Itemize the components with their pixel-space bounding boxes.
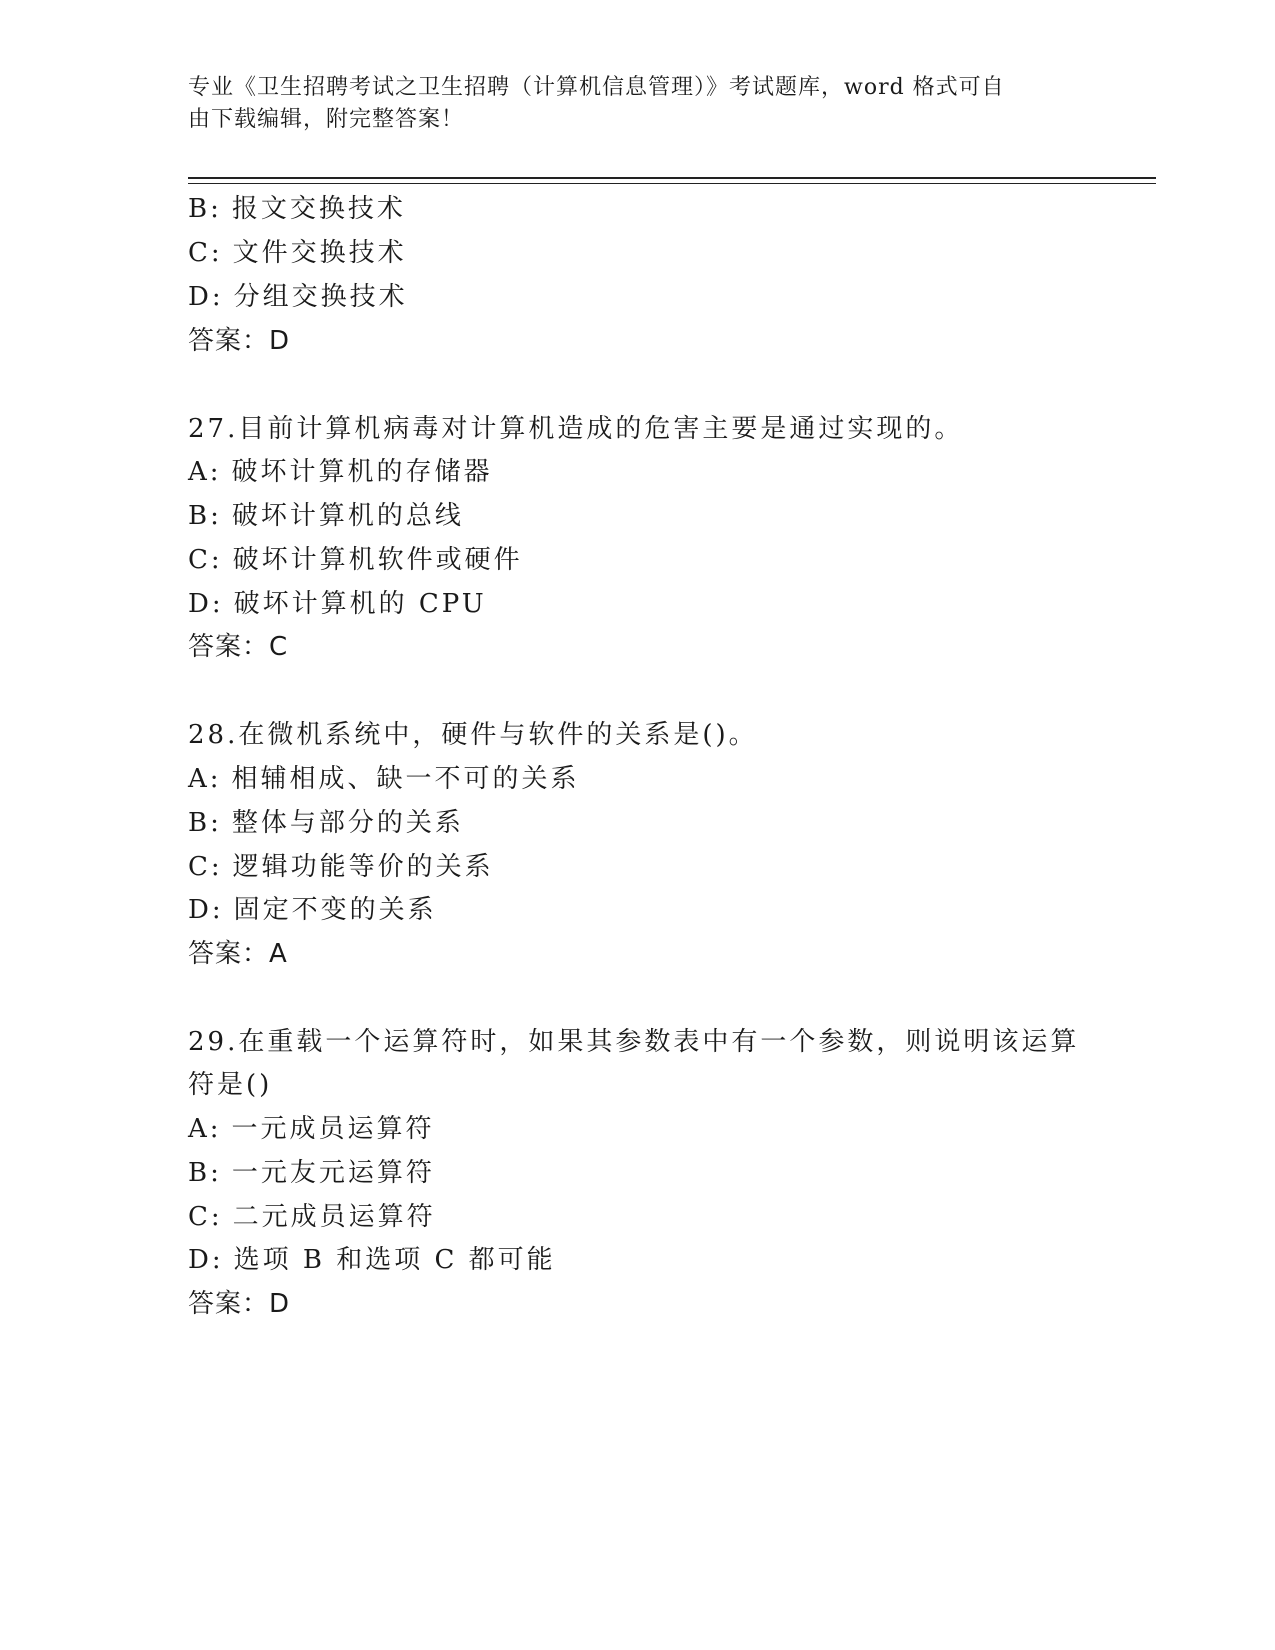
option-text: 一元成员运算符 xyxy=(231,1114,435,1144)
option-c xyxy=(188,1200,436,1234)
option-key: C: xyxy=(188,545,223,575)
option-key: B: xyxy=(188,501,222,531)
option-b xyxy=(188,806,464,840)
option-c xyxy=(188,543,523,577)
header-rule-thick xyxy=(188,177,1156,179)
option-key: D: xyxy=(188,895,224,925)
question-27: 27.目前计算机病毒对计算机造成的危害主要是通过实现的。 xyxy=(188,414,964,444)
option-a xyxy=(188,762,580,796)
option-text: 固定不变的关系 xyxy=(233,895,437,925)
option-a xyxy=(188,1112,435,1146)
option-key: D: xyxy=(188,589,224,619)
option-b xyxy=(188,192,406,226)
header-rule-thin xyxy=(188,183,1156,184)
option-text: 一元友元运算符 xyxy=(231,1158,435,1188)
option-text: 破坏计算机软件或硬件 xyxy=(232,545,523,575)
option-text: 文件交换技术 xyxy=(232,238,407,268)
header-line-2: 由下载编辑，附完整答案！ xyxy=(188,107,465,132)
option-d xyxy=(188,1243,556,1277)
option-c xyxy=(188,236,407,270)
option-key: B: xyxy=(188,808,222,838)
option-key: B: xyxy=(188,194,222,224)
option-d xyxy=(188,587,487,621)
option-key: C: xyxy=(188,852,223,882)
option-b xyxy=(188,499,464,533)
option-b xyxy=(188,1156,435,1190)
option-d xyxy=(188,280,408,314)
answer-line: 答案：D xyxy=(188,326,291,356)
option-key: B: xyxy=(188,1158,222,1188)
question-28: 28.在微机系统中，硬件与软件的关系是()。 xyxy=(188,720,758,750)
option-text: 选项 B 和选项 C 都可能 xyxy=(233,1245,556,1275)
question-29: 29.在重载一个运算符时，如果其参数表中有一个参数，则说明该运算 xyxy=(188,1027,1080,1057)
question-29-continued: 符是() xyxy=(188,1070,273,1100)
option-key: D: xyxy=(188,1245,224,1275)
option-c xyxy=(188,850,494,884)
option-text: 二元成员运算符 xyxy=(232,1202,436,1232)
option-key: A: xyxy=(188,1114,222,1144)
answer-line: 答案：D xyxy=(188,1289,291,1319)
document-header xyxy=(188,72,1068,136)
option-text: 报文交换技术 xyxy=(231,194,406,224)
option-text: 逻辑功能等价的关系 xyxy=(232,852,494,882)
answer-line: 答案：C xyxy=(188,632,289,662)
option-text: 分组交换技术 xyxy=(233,282,408,312)
option-text: 相辅相成、缺一不可的关系 xyxy=(231,764,580,794)
option-key: D: xyxy=(188,282,224,312)
option-key: A: xyxy=(188,764,222,794)
option-key: A: xyxy=(188,457,222,487)
option-key: C: xyxy=(188,238,223,268)
option-a xyxy=(188,455,493,489)
header-line-1: 专业《卫生招聘考试之卫生招聘（计算机信息管理）》考试题库，word 格式可自 xyxy=(188,75,1005,100)
option-text: 整体与部分的关系 xyxy=(231,808,464,838)
option-text: 破坏计算机的 CPU xyxy=(233,589,487,619)
option-key: C: xyxy=(188,1202,223,1232)
option-text: 破坏计算机的总线 xyxy=(231,501,464,531)
option-text: 破坏计算机的存储器 xyxy=(231,457,493,487)
option-d xyxy=(188,893,437,927)
answer-line: 答案：A xyxy=(188,939,288,969)
